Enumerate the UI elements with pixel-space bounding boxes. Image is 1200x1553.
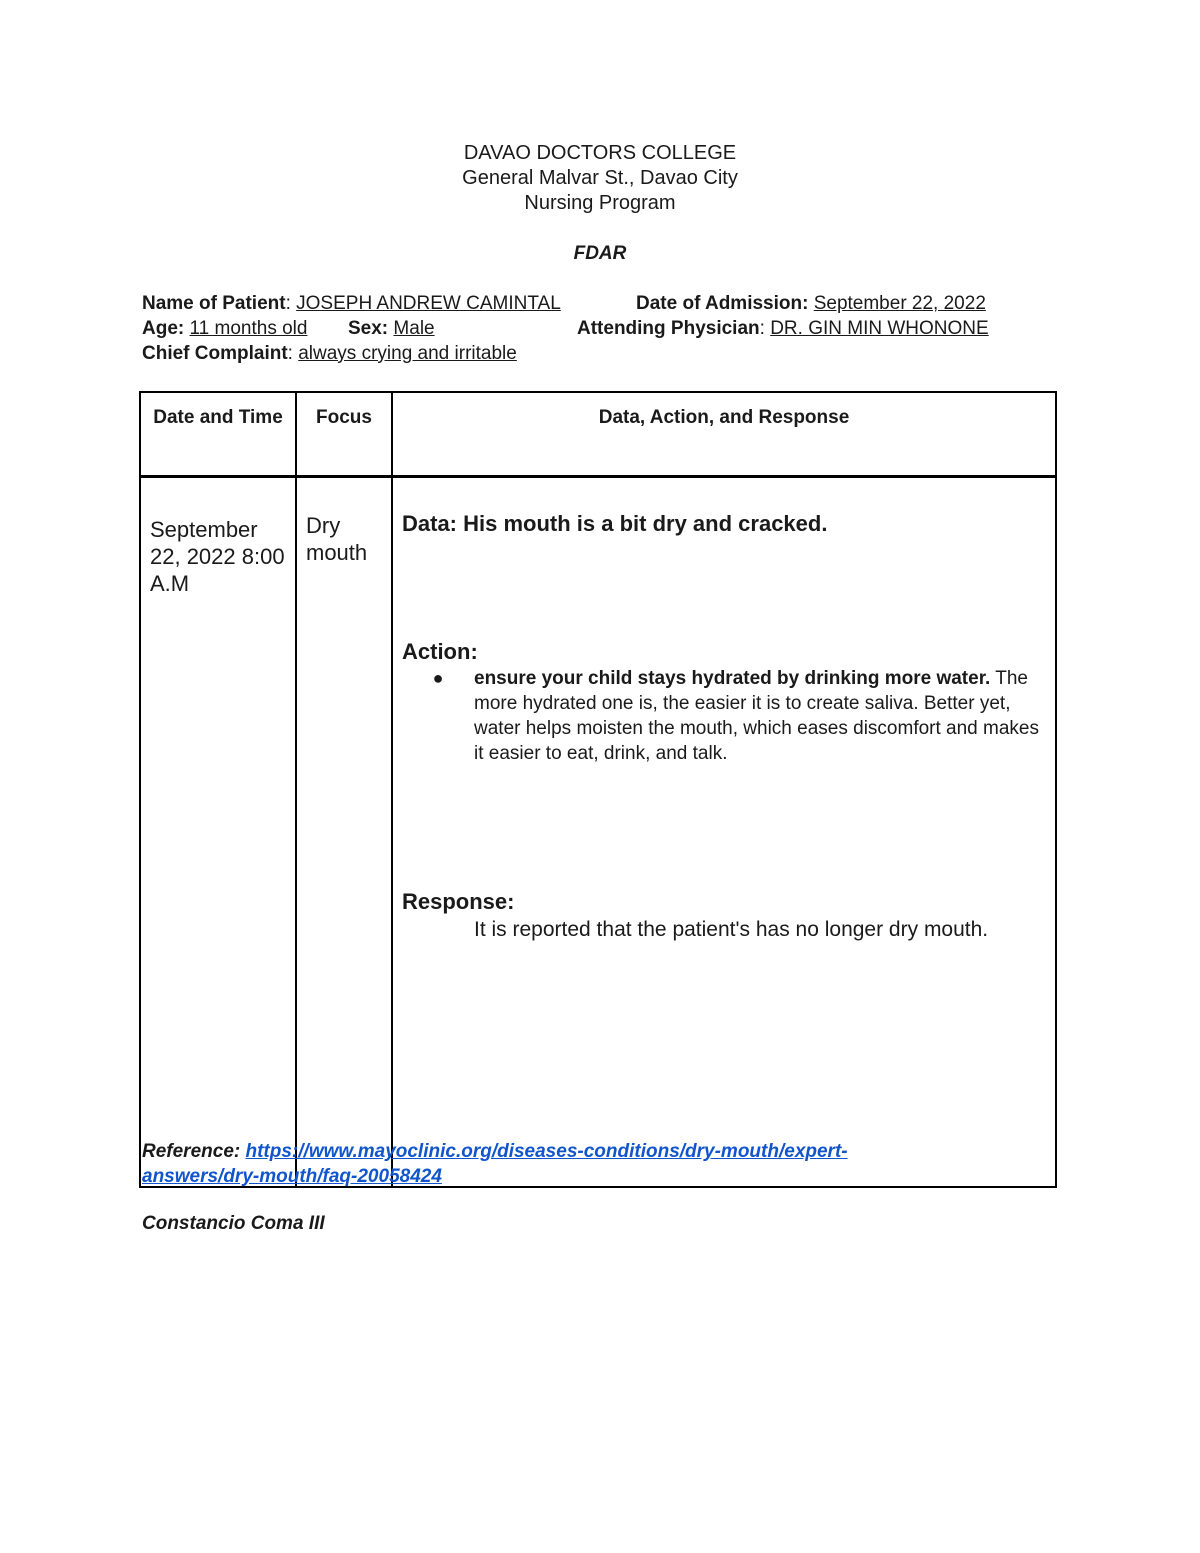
patient-name-line — [142, 291, 561, 316]
table-row — [140, 477, 1056, 1188]
institution-address: General Malvar St., Davao City — [462, 167, 738, 189]
table-header-row — [140, 392, 1056, 477]
sex-line — [348, 316, 435, 341]
author-name: Constancio Coma III — [142, 1213, 325, 1234]
bullet-icon: ● — [432, 668, 444, 688]
action-list-item — [402, 666, 1045, 766]
action-bold-text: ensure your child stays hydrated by drinking more water. — [474, 668, 991, 689]
reference — [142, 1139, 962, 1189]
action-heading: Action: — [402, 639, 478, 664]
complaint-line — [142, 341, 517, 366]
cell-date-time: September 22, 2022 8:00 A.M — [140, 477, 296, 1188]
physician-value: DR. GIN MIN WHONONE — [770, 318, 989, 339]
patient-name-value: JOSEPH ANDREW CAMINTAL — [296, 293, 561, 314]
reference-label: Reference: — [142, 1141, 246, 1162]
fdar-table — [139, 391, 1057, 1188]
document-header — [0, 141, 1200, 216]
response-heading: Response: — [402, 889, 515, 914]
complaint-separator: : — [287, 343, 299, 364]
cell-focus: Dry mouth — [296, 477, 392, 1188]
physician-line — [577, 316, 989, 341]
header-dar: Data, Action, and Response — [392, 392, 1056, 477]
action-text — [474, 666, 1045, 766]
admission-value: September 22, 2022 — [813, 293, 986, 314]
reference-link[interactable]: https://www.mayoclinic.org/diseases-conditions/dry-mouth/expert-answers/dry-mouth/faq-20058424 — [142, 1141, 848, 1187]
cell-dar — [392, 477, 1056, 1188]
age-label: Age: — [142, 318, 185, 339]
header-date-time: Date and Time — [140, 392, 296, 477]
age-line — [142, 316, 307, 341]
header-focus: Focus — [296, 392, 392, 477]
complaint-value: always crying and irritable — [298, 343, 517, 364]
admission-line — [636, 291, 986, 316]
physician-label: Attending Physician — [577, 318, 760, 339]
patient-name-separator: : — [285, 293, 297, 314]
sex-value: Male — [393, 318, 435, 339]
institution-name: DAVAO DOCTORS COLLEGE — [463, 142, 737, 164]
response-text: It is reported that the patient's has no longer dry mouth. — [474, 918, 989, 941]
age-value: 11 months old — [189, 318, 308, 339]
patient-name-label: Name of Patient — [142, 293, 286, 314]
admission-label: Date of Admission: — [636, 293, 809, 314]
physician-separator: : — [759, 318, 765, 339]
action-detail-text: The more hydrated one is, the easier it is to create saliva. Better yet, water helps moisten the mouth, which eases discomfort and makes it easier to eat, drink, and talk. — [474, 668, 1039, 764]
program-name: Nursing Program — [524, 192, 676, 214]
complaint-label: Chief Complaint — [142, 343, 288, 364]
document-title: FDAR — [573, 243, 627, 264]
sex-label: Sex: — [348, 318, 389, 339]
data-entry: Data: His mouth is a bit dry and cracked. — [402, 511, 828, 536]
